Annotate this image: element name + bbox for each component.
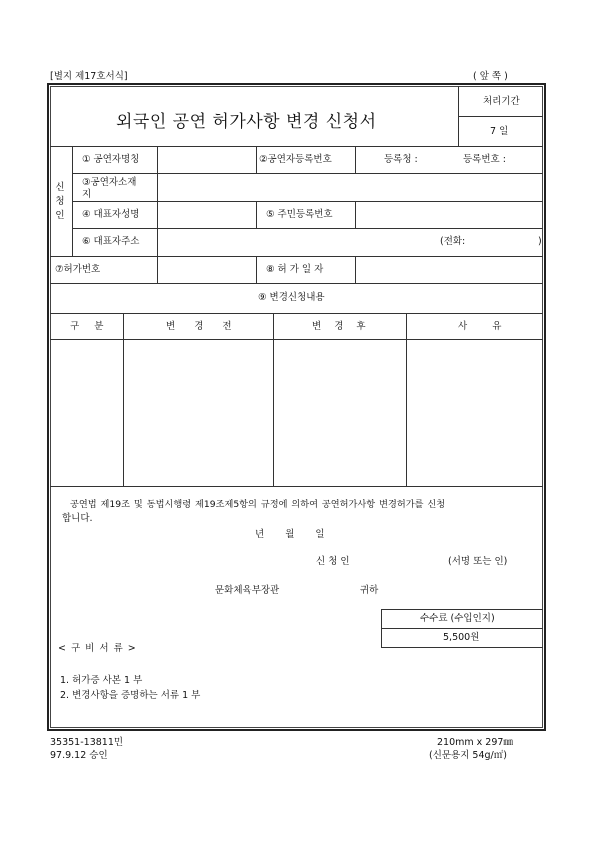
signature-label: (서명 또는 인) [448,556,508,567]
change-details-title: ⑨ 변경신청내용 [258,292,325,303]
performer-name-label: ① 공연자명칭 [82,154,140,165]
applicant-section-label: 신 청 인 [55,182,65,221]
recipient: 문화체육부장관 [215,585,280,596]
column-after: 변 경 후 [312,321,366,332]
column-before: 변 경 전 [166,321,232,332]
processing-period-label: 처리기간 [483,96,520,107]
resident-number-label: ⑤ 주민등록번호 [266,209,333,220]
phone-label: (전화: [440,236,466,247]
fee-amount: 5,500원 [443,632,480,643]
phone-close: ) [538,236,542,247]
form-title: 외국인 공연 허가사항 변경 신청서 [116,112,377,132]
document-item: 2. 변경사항을 증명하는 서류 1 부 [60,690,201,701]
processing-period-value: 7 일 [490,126,509,137]
footer-code: 35351-13811민 [50,737,124,748]
page-side: ( 앞 쪽 ) [473,71,508,82]
permit-date-label: ⑧ 허 가 일 자 [266,264,324,275]
column-category: 구 분 [70,321,104,332]
form-number: [별지 제17호서식] [50,71,128,82]
paper-size: 210mm x 297㎜ [437,737,513,748]
required-documents-title: < 구 비 서 류 > [58,643,136,654]
recipient-honorific: 귀하 [360,585,379,596]
footer-approval: 97.9.12 승인 [50,750,108,761]
column-reason: 사 유 [458,321,502,332]
permit-number-label: ⑦허가번호 [55,264,101,275]
fee-label: 수수료 (수입인지) [420,613,495,624]
statement-line1: 공연법 제19조 및 동법시행령 제19조제5항의 규정에 의하여 공연허가사항 변경허가를 신청 [70,499,446,510]
statement-line2: 합니다. [62,513,93,524]
applicant-label: 신 청 인 [316,556,350,567]
performer-address-label-cont: 지 [82,189,92,200]
document-item: 1. 허가증 사본 1 부 [60,675,143,686]
registration-office-label: 등록청 : [384,154,418,165]
application-date: 년 월 일 [255,529,325,540]
registration-number-label: 등록번호 : [463,154,506,165]
representative-name-label: ④ 대표자성명 [82,209,140,220]
performer-address-label: ③공연자소재 [82,177,137,188]
paper-type: (신문용지 54g/㎡) [429,750,507,761]
performer-reg-number-label: ②공연자등록번호 [259,154,332,165]
representative-address-label: ⑥ 대표자주소 [82,236,140,247]
